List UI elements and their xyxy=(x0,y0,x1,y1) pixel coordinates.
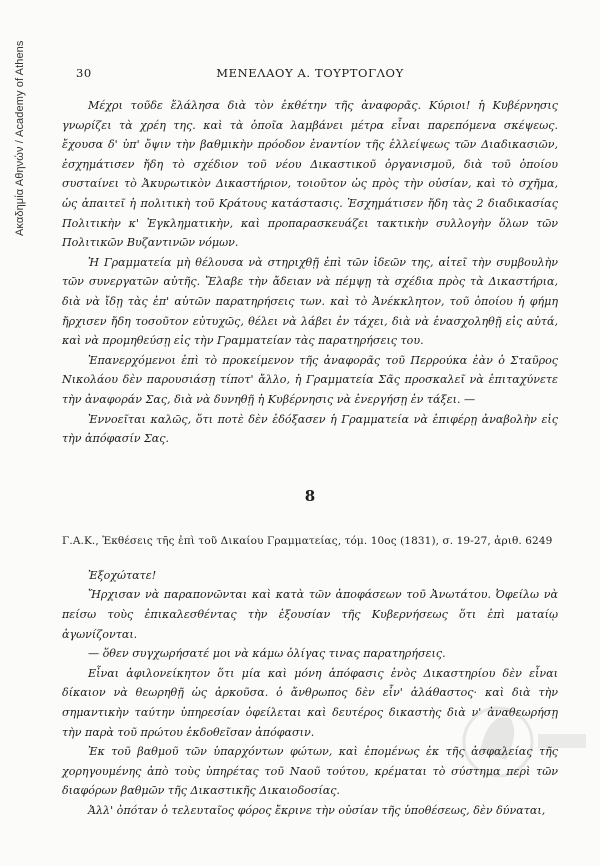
paragraph: Ἐκ τοῦ βαθμοῦ τῶν ὑπαρχόντων φώτων, καὶ ἐπομένως ἐκ τῆς ἀσφαλείας τῆς χορηγουμένης ἀπὸ τοὺς ὑπηρέτας τοῦ Ναοῦ τούτου, κρέμαται τὸ σύστημα περὶ τῶν διαφόρων βαθμῶν τῆς Δικαστικῆς Δικαιοδοσίας. xyxy=(62,745,558,798)
paragraph: Ἤρχισαν νὰ παραπονῶνται καὶ κατὰ τῶν ἀποφάσεων τοῦ Ἀνωτάτου. Ὀφείλω νὰ πείσω τοὺς ἐπικαλεσθέντας τὴν ἐξουσίαν τῆς Κυβερνήσεως ὅτι ἐπὶ ματαίῳ ἀγωνίζονται. xyxy=(62,588,558,641)
paragraph: Μέχρι τοῦδε ἔλάλησα διὰ τὸν ἐκθέτην τῆς ἀναφορᾶς. Κύριοι! ἡ Κυβέρνησις γνωρίζει τὰ χρέη της. καὶ τὰ ὁποῖα λαμβάνει μέτρα εἶναι παρεπόμενα σκέψεως. ἔχουσα δ' ὑπ' ὄψιν τὴν βαθμικὴν πρόοδον ἐναντίον τῆς ἐλλείψεως τῶν Διαδικασιῶν, ἐσχημάτισεν ἤδη τὸ σχέδιον τοῦ νέου Δικαστικοῦ ὀργανισμοῦ, διὰ τοῦ ὁποίου συσταίνει τὸ Ἀκυρωτικὸν Δικαστήριον, τοιοῦτον ὡς πρὸς τὴν οὐσίαν, καὶ τὸ σχῆμα, ὡς ἀπαιτεῖ ἡ πολιτικὴ τοῦ Κράτους κατάστασις. Ἐσχημάτισεν ἤδη τὰς 2 διαδικασίας Πολιτικὴν κ' Ἐγκληματικὴν, καὶ προπαρασκευάζει τακτικὴν συλλογὴν ὅλων τῶν Πολιτικῶν Βυζαντινῶν νόμων. xyxy=(62,99,558,250)
section-number: 8 xyxy=(304,486,316,505)
page-number: 30 xyxy=(76,66,92,80)
academy-watermark-icon xyxy=(458,682,588,802)
paragraph: Ἐπανερχόμενοι ἐπὶ τὸ προκείμενον τῆς ἀναφορᾶς τοῦ Περρούκα ἐὰν ὁ Σταῦρος Νικολάου δὲν παρουσιάσῃ τίποτ' ἄλλο, ἡ Γραμματεία Σᾶς προσκαλεῖ νὰ ἐπιταχύνετε τὴν ἀναφοράν Σας, διὰ νὰ δυνηθῇ ἡ Κυβέρνησις νὰ ἐνεργήσῃ ἐν τάξει. — xyxy=(62,353,558,406)
running-head xyxy=(62,66,558,86)
paragraph: Ἐννοεῖται καλῶς, ὅτι ποτὲ δὲν ἐδόξασεν ἡ Γραμματεία νὰ ἐπιφέρῃ ἀναβολὴν εἰς τὴν ἀπόφασίν Σας. xyxy=(62,412,558,446)
running-head-author: ΜΕΝΕΛΑΟΥ Α. ΤΟΥΡΤΟΓΛΟΥ xyxy=(216,66,404,80)
paragraph: Ἀλλ' ὁπόταν ὁ τελευταῖος φόρος ἔκρινε τὴν οὐσίαν τῆς ὑποθέσεως, δὲν δύναται, xyxy=(88,804,546,817)
salutation: Ἐξοχώτατε! xyxy=(88,568,157,582)
paragraph: Ἡ Γραμματεία μὴ θέλουσα νὰ στηριχθῇ ἐπὶ τῶν ἰδεῶν της, αἰτεῖ τὴν συμβουλὴν τῶν συνεργατῶν αὐτῆς. Ἔλαβε τὴν ἄδειαν νὰ πέμψῃ τὰ σχέδια πρὸς τὰ Δικαστήρια, διὰ νὰ ἴδῃ τὰς ἐπ' αὐτῶν παρατηρήσεις των. καὶ τὸ Ἀνέκκλητον, τοῦ ὁποίου ἡ φήμη ἤρχισεν ἤδη τοσοῦτον εὐτυχῶς, θέλει νὰ λάβει ἐν τάχει, διὰ νὰ ἐνασχοληθῇ εἰς αὐτά, καὶ νὰ προμηθεύσῃ εἰς τὴν Γραμματείαν τὰς παρατηρήσεις του. xyxy=(62,255,558,348)
archive-stamp: Ακαδημία Αθηνών / Academy of Athens xyxy=(14,40,26,236)
paragraph: — ὅθεν συγχωρήσατέ μοι νὰ κάμω ὀλίγας τινας παρατηρήσεις. xyxy=(88,647,446,661)
source-citation: Γ.Α.Κ., Ἐκθέσεις τῆς ἐπὶ τοῦ Δικαίου Γραμματείας, τόμ. 10ος (1831), σ. 19-27, ἀριθ. 6249 xyxy=(62,535,553,548)
paragraph: Εἶναι ἀφιλονείκητον ὅτι μία καὶ μόνη ἀπόφασις ἑνὸς Δικαστηρίου δὲν εἶναι δίκαιον νὰ θεωρηθῇ ὡς ἀρκοῦσα. ὁ ἄνθρωπος δὲν εἶν' ἀλάθαστος· καὶ διὰ τὴν σημαντικὴν ταύτην ὑπηρεσίαν ὀφείλεται καὶ δευτέρος δικαστὴς διὰ ν' ἀναθεωρήσῃ τὴν παρὰ τοῦ πρώτου ἐκδοθεῖσαν ἀπόφασιν. xyxy=(62,666,558,739)
